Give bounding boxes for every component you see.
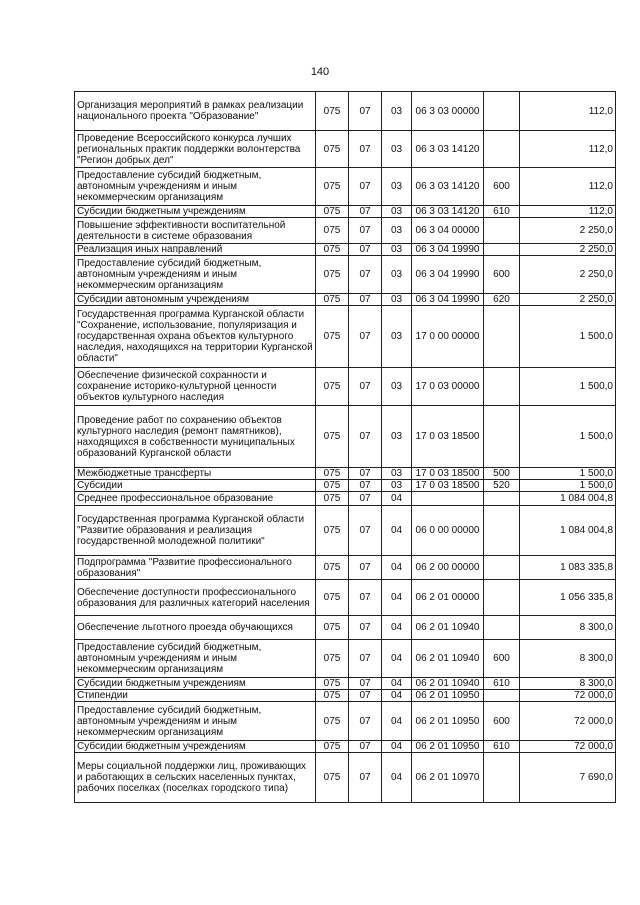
- subsection-code-cell: 03: [382, 294, 412, 306]
- item-name-cell: Подпрограмма "Развитие профессионального образования": [75, 556, 316, 580]
- section-code-cell: 07: [349, 580, 382, 616]
- amount-cell: 72 000,0: [520, 690, 616, 702]
- subsection-code-cell: 04: [382, 506, 412, 556]
- ministry-code-cell: 075: [316, 168, 349, 206]
- amount-cell: 1 500,0: [520, 468, 616, 480]
- table-row: [75, 218, 616, 244]
- ministry-code-cell: 075: [316, 468, 349, 480]
- section-code-cell: 07: [349, 218, 382, 244]
- page-number: 140: [310, 66, 330, 78]
- subsection-code-cell: 04: [382, 741, 412, 753]
- ministry-code-cell: 075: [316, 306, 349, 368]
- amount-cell: 2 250,0: [520, 256, 616, 294]
- item-name-cell: Меры социальной поддержки лиц, проживающих и работающих в сельских населенных пунктах, рабочих поселках (поселках городского типа): [75, 753, 316, 803]
- target-article-cell: 17 0 03 18500: [412, 480, 484, 492]
- expense-type-cell: 600: [484, 168, 520, 206]
- section-code-cell: 07: [349, 640, 382, 678]
- subsection-code-cell: 03: [382, 368, 412, 406]
- subsection-code-cell: 04: [382, 678, 412, 690]
- section-code-cell: 07: [349, 206, 382, 218]
- target-article-cell: 06 3 03 00000: [412, 92, 484, 131]
- expense-type-cell: 600: [484, 640, 520, 678]
- subsection-code-cell: 04: [382, 640, 412, 678]
- item-name-cell: Реализация иных направлений: [75, 244, 316, 256]
- table-row: [75, 741, 616, 753]
- target-article-cell: 06 2 01 10950: [412, 702, 484, 741]
- expense-type-cell: [484, 616, 520, 640]
- section-code-cell: 07: [349, 690, 382, 702]
- ministry-code-cell: 075: [316, 556, 349, 580]
- section-code-cell: 07: [349, 556, 382, 580]
- table-row: [75, 690, 616, 702]
- section-code-cell: 07: [349, 616, 382, 640]
- expense-type-cell: [484, 753, 520, 803]
- ministry-code-cell: 075: [316, 244, 349, 256]
- ministry-code-cell: 075: [316, 616, 349, 640]
- amount-cell: 7 690,0: [520, 753, 616, 803]
- expense-type-cell: 610: [484, 741, 520, 753]
- amount-cell: 2 250,0: [520, 294, 616, 306]
- target-article-cell: 06 0 00 00000: [412, 506, 484, 556]
- table-row: [75, 556, 616, 580]
- amount-cell: 1 083 335,8: [520, 556, 616, 580]
- section-code-cell: 07: [349, 92, 382, 131]
- ministry-code-cell: 075: [316, 580, 349, 616]
- amount-cell: 112,0: [520, 131, 616, 168]
- section-code-cell: 07: [349, 256, 382, 294]
- table-row: [75, 168, 616, 206]
- expense-type-cell: [484, 556, 520, 580]
- subsection-code-cell: 04: [382, 616, 412, 640]
- expense-type-cell: 610: [484, 678, 520, 690]
- section-code-cell: 07: [349, 131, 382, 168]
- target-article-cell: 17 0 00 00000: [412, 306, 484, 368]
- expense-type-cell: 610: [484, 206, 520, 218]
- item-name-cell: Проведение Всероссийского конкурса лучших региональных практик поддержки волонтерства "Регион добрых дел": [75, 131, 316, 168]
- subsection-code-cell: 03: [382, 306, 412, 368]
- amount-cell: 2 250,0: [520, 244, 616, 256]
- expense-type-cell: [484, 506, 520, 556]
- ministry-code-cell: 075: [316, 406, 349, 468]
- target-article-cell: 06 3 04 19990: [412, 256, 484, 294]
- table-row: [75, 492, 616, 506]
- subsection-code-cell: 03: [382, 92, 412, 131]
- subsection-code-cell: 03: [382, 406, 412, 468]
- amount-cell: 112,0: [520, 206, 616, 218]
- target-article-cell: 06 2 01 10940: [412, 678, 484, 690]
- amount-cell: 8 300,0: [520, 678, 616, 690]
- expense-type-cell: [484, 690, 520, 702]
- section-code-cell: 07: [349, 741, 382, 753]
- section-code-cell: 07: [349, 480, 382, 492]
- expense-type-cell: [484, 92, 520, 131]
- budget-table: [74, 91, 616, 803]
- ministry-code-cell: 075: [316, 640, 349, 678]
- section-code-cell: 07: [349, 244, 382, 256]
- section-code-cell: 07: [349, 678, 382, 690]
- table-row: [75, 306, 616, 368]
- ministry-code-cell: 075: [316, 506, 349, 556]
- item-name-cell: Предоставление субсидий бюджетным, автономным учреждениям и иным некоммерческим организациям: [75, 702, 316, 741]
- target-article-cell: 06 3 03 14120: [412, 168, 484, 206]
- target-article-cell: 17 0 03 00000: [412, 368, 484, 406]
- ministry-code-cell: 075: [316, 702, 349, 741]
- item-name-cell: Обеспечение доступности профессионального образования для различных категорий населения: [75, 580, 316, 616]
- subsection-code-cell: 04: [382, 580, 412, 616]
- subsection-code-cell: 04: [382, 492, 412, 506]
- target-article-cell: 06 2 01 10940: [412, 616, 484, 640]
- target-article-cell: 06 3 04 19990: [412, 294, 484, 306]
- target-article-cell: 06 2 01 00000: [412, 580, 484, 616]
- expense-type-cell: [484, 492, 520, 506]
- ministry-code-cell: 075: [316, 741, 349, 753]
- table-row: [75, 92, 616, 131]
- target-article-cell: 06 3 04 19990: [412, 244, 484, 256]
- table-row: [75, 616, 616, 640]
- section-code-cell: 07: [349, 368, 382, 406]
- table-row: [75, 580, 616, 616]
- expense-type-cell: 600: [484, 256, 520, 294]
- table-row: [75, 131, 616, 168]
- section-code-cell: 07: [349, 702, 382, 741]
- item-name-cell: Субсидии бюджетным учреждениям: [75, 206, 316, 218]
- amount-cell: 1 500,0: [520, 306, 616, 368]
- subsection-code-cell: 03: [382, 131, 412, 168]
- expense-type-cell: 520: [484, 480, 520, 492]
- amount-cell: 1 084 004,8: [520, 506, 616, 556]
- subsection-code-cell: 03: [382, 206, 412, 218]
- expense-type-cell: 620: [484, 294, 520, 306]
- item-name-cell: Стипендии: [75, 690, 316, 702]
- table-row: [75, 256, 616, 294]
- amount-cell: 1 084 004,8: [520, 492, 616, 506]
- amount-cell: 112,0: [520, 168, 616, 206]
- expense-type-cell: [484, 580, 520, 616]
- ministry-code-cell: 075: [316, 131, 349, 168]
- item-name-cell: Субсидии автономным учреждениям: [75, 294, 316, 306]
- section-code-cell: 07: [349, 753, 382, 803]
- table-row: [75, 206, 616, 218]
- subsection-code-cell: 03: [382, 256, 412, 294]
- subsection-code-cell: 03: [382, 218, 412, 244]
- expense-type-cell: 500: [484, 468, 520, 480]
- expense-type-cell: [484, 306, 520, 368]
- amount-cell: 1 056 335,8: [520, 580, 616, 616]
- expense-type-cell: [484, 406, 520, 468]
- target-article-cell: 06 2 01 10950: [412, 690, 484, 702]
- ministry-code-cell: 075: [316, 690, 349, 702]
- target-article-cell: 17 0 03 18500: [412, 468, 484, 480]
- ministry-code-cell: 075: [316, 480, 349, 492]
- table-row: [75, 294, 616, 306]
- amount-cell: 72 000,0: [520, 741, 616, 753]
- section-code-cell: 07: [349, 468, 382, 480]
- subsection-code-cell: 04: [382, 690, 412, 702]
- item-name-cell: Организация мероприятий в рамках реализации национального проекта "Образование": [75, 92, 316, 131]
- item-name-cell: Проведение работ по сохранению объектов культурного наследия (ремонт памятников), находящихся в собственности муниципальных образований Курганской области: [75, 406, 316, 468]
- table-row: [75, 480, 616, 492]
- expense-type-cell: 600: [484, 702, 520, 741]
- amount-cell: 2 250,0: [520, 218, 616, 244]
- ministry-code-cell: 075: [316, 256, 349, 294]
- item-name-cell: Субсидии бюджетным учреждениям: [75, 678, 316, 690]
- amount-cell: 8 300,0: [520, 616, 616, 640]
- expense-type-cell: [484, 244, 520, 256]
- target-article-cell: 06 3 03 14120: [412, 206, 484, 218]
- table-row: [75, 468, 616, 480]
- table-row: [75, 640, 616, 678]
- item-name-cell: Повышение эффективности воспитательной деятельности в системе образования: [75, 218, 316, 244]
- table-row: [75, 702, 616, 741]
- expense-type-cell: [484, 131, 520, 168]
- expense-type-cell: [484, 368, 520, 406]
- item-name-cell: Субсидии: [75, 480, 316, 492]
- item-name-cell: Государственная программа Курганской области "Сохранение, использование, популяризация и государственная охрана объектов культурного наследия, находящихся на территории Курганской области": [75, 306, 316, 368]
- table-row: [75, 753, 616, 803]
- subsection-code-cell: 04: [382, 702, 412, 741]
- target-article-cell: 06 2 01 10970: [412, 753, 484, 803]
- ministry-code-cell: 075: [316, 753, 349, 803]
- target-article-cell: [412, 492, 484, 506]
- item-name-cell: Предоставление субсидий бюджетным, автономным учреждениям и иным некоммерческим организациям: [75, 168, 316, 206]
- item-name-cell: Обеспечение физической сохранности и сохранение историко-культурной ценности объектов культурного наследия: [75, 368, 316, 406]
- amount-cell: 1 500,0: [520, 480, 616, 492]
- target-article-cell: 06 2 00 00000: [412, 556, 484, 580]
- table-row: [75, 406, 616, 468]
- target-article-cell: 06 3 04 00000: [412, 218, 484, 244]
- target-article-cell: 17 0 03 18500: [412, 406, 484, 468]
- ministry-code-cell: 075: [316, 678, 349, 690]
- target-article-cell: 06 2 01 10940: [412, 640, 484, 678]
- item-name-cell: Среднее профессиональное образование: [75, 492, 316, 506]
- amount-cell: 1 500,0: [520, 368, 616, 406]
- ministry-code-cell: 075: [316, 206, 349, 218]
- item-name-cell: Субсидии бюджетным учреждениям: [75, 741, 316, 753]
- section-code-cell: 07: [349, 506, 382, 556]
- amount-cell: 112,0: [520, 92, 616, 131]
- expense-type-cell: [484, 218, 520, 244]
- ministry-code-cell: 075: [316, 294, 349, 306]
- ministry-code-cell: 075: [316, 218, 349, 244]
- amount-cell: 72 000,0: [520, 702, 616, 741]
- subsection-code-cell: 04: [382, 556, 412, 580]
- ministry-code-cell: 075: [316, 368, 349, 406]
- table-row: [75, 678, 616, 690]
- section-code-cell: 07: [349, 168, 382, 206]
- ministry-code-cell: 075: [316, 492, 349, 506]
- item-name-cell: Предоставление субсидий бюджетным, автономным учреждениям и иным некоммерческим организациям: [75, 256, 316, 294]
- item-name-cell: Государственная программа Курганской области "Развитие образования и реализация государственной молодежной политики": [75, 506, 316, 556]
- subsection-code-cell: 03: [382, 468, 412, 480]
- item-name-cell: Обеспечение льготного проезда обучающихся: [75, 616, 316, 640]
- section-code-cell: 07: [349, 492, 382, 506]
- table-row: [75, 368, 616, 406]
- subsection-code-cell: 03: [382, 168, 412, 206]
- amount-cell: 8 300,0: [520, 640, 616, 678]
- table-row: [75, 244, 616, 256]
- table-row: [75, 506, 616, 556]
- subsection-code-cell: 03: [382, 244, 412, 256]
- item-name-cell: Межбюджетные трансферты: [75, 468, 316, 480]
- ministry-code-cell: 075: [316, 92, 349, 131]
- target-article-cell: 06 3 03 14120: [412, 131, 484, 168]
- subsection-code-cell: 04: [382, 753, 412, 803]
- amount-cell: 1 500,0: [520, 406, 616, 468]
- subsection-code-cell: 03: [382, 480, 412, 492]
- target-article-cell: 06 2 01 10950: [412, 741, 484, 753]
- section-code-cell: 07: [349, 294, 382, 306]
- item-name-cell: Предоставление субсидий бюджетным, автономным учреждениям и иным некоммерческим организациям: [75, 640, 316, 678]
- section-code-cell: 07: [349, 406, 382, 468]
- section-code-cell: 07: [349, 306, 382, 368]
